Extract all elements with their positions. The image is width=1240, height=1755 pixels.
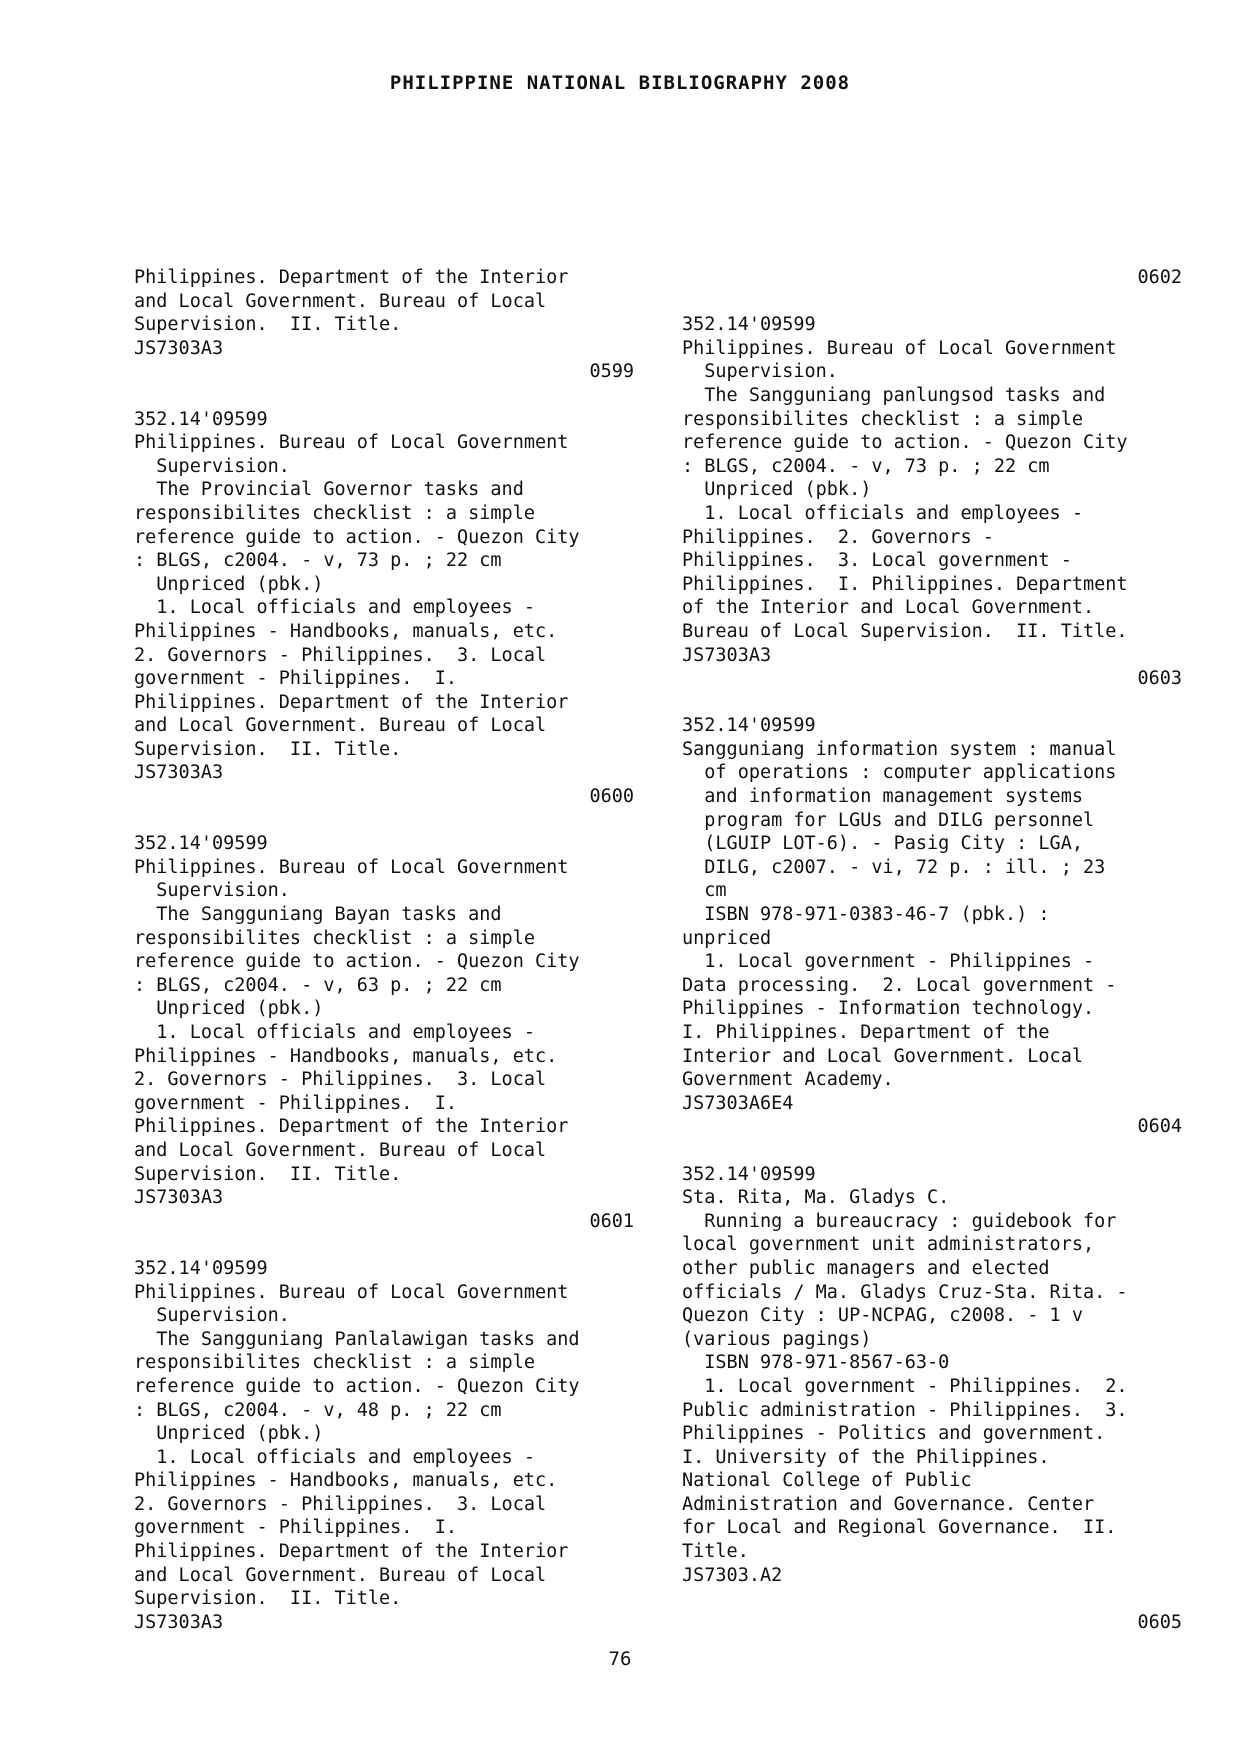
- entry-line: : BLGS, c2004. - v, 48 p. ; 22 cm: [134, 1399, 502, 1421]
- blank-line: [682, 691, 1182, 715]
- entry-line: 1. Local officials and employees -: [134, 1022, 535, 1043]
- entry-line: Government Academy.: [682, 1069, 894, 1091]
- entry-line: JS7303A3: [134, 762, 224, 784]
- entry-line: Running a bureaucracy : guidebook for: [682, 1210, 1117, 1232]
- entry-line: Philippines. I. Philippines. Department: [682, 573, 1128, 595]
- entry-line: cm: [682, 880, 727, 902]
- entry-line: unpriced: [682, 927, 772, 949]
- entry-line: JS7303A3: [134, 1187, 224, 1209]
- entry-line: government - Philippines. I.: [134, 1517, 458, 1539]
- entry-line: 352.14'09599: [134, 408, 268, 430]
- entry-line: Bureau of Local Supervision. II. Title.: [682, 620, 1128, 642]
- entry-line: Philippines. 2. Governors -: [682, 526, 994, 548]
- entry-line: Philippines. Bureau of Local Government: [134, 856, 569, 878]
- entry-line: The Sangguniang Panlalawigan tasks and: [134, 1328, 580, 1350]
- entry-line: Interior and Local Government. Local: [682, 1045, 1083, 1067]
- entry-line: Sta. Rita, Ma. Gladys C.: [682, 1187, 950, 1209]
- entry-line: of operations : computer applications: [682, 762, 1117, 784]
- entry-number: 0600: [589, 786, 634, 808]
- entry-line: 2. Governors - Philippines. 3. Local: [134, 644, 547, 666]
- entry-line: Supervision.: [682, 361, 838, 383]
- entry-line: and Local Government. Bureau of Local: [134, 1564, 547, 1586]
- entry-line: 2. Governors - Philippines. 3. Local: [134, 1069, 547, 1091]
- entry-line: responsibilites checklist : a simple: [134, 927, 535, 949]
- entry-line: local government unit administrators,: [682, 1234, 1095, 1256]
- entry-line: (various pagings): [682, 1328, 872, 1350]
- entry-line: Philippines. Department of the Interior: [134, 1116, 569, 1138]
- entry-line: 1. Local government - Philippines -: [682, 951, 1095, 973]
- entry-line: Supervision.: [134, 455, 290, 477]
- entry-line: responsibilites checklist : a simple: [682, 408, 1083, 430]
- entry-line: Supervision. II. Title.: [134, 314, 402, 336]
- blank-line: [134, 384, 634, 408]
- entry-line: I. University of the Philippines.: [682, 1446, 1050, 1468]
- entry-line: Sangguniang information system : manual: [682, 738, 1117, 760]
- page-number: 76: [608, 1648, 632, 1670]
- entry-line: and information management systems: [682, 786, 1083, 808]
- blank-line: [134, 1233, 634, 1257]
- entry-line: Philippines - Handbooks, manuals, etc.: [134, 1045, 558, 1067]
- entry-line: The Sangguniang panlungsod tasks and: [682, 384, 1106, 406]
- entry-line: Philippines. Bureau of Local Government: [134, 1281, 569, 1303]
- entry-line: 2. Governors - Philippines. 3. Local: [134, 1493, 547, 1515]
- entry-line: Philippines - Handbooks, manuals, etc.: [134, 1470, 558, 1492]
- entry-line: Philippines. Department of the Interior: [134, 691, 569, 713]
- entry-line: Supervision.: [134, 1305, 290, 1327]
- entry-line: 1. Local officials and employees -: [682, 502, 1083, 524]
- entry-line: government - Philippines. I.: [134, 1092, 458, 1114]
- entry-line: Philippines - Handbooks, manuals, etc.: [134, 620, 558, 642]
- entry-line: Unpriced (pbk.): [134, 1423, 324, 1445]
- entry-line: Supervision.: [134, 880, 290, 902]
- entry-line: and Local Government. Bureau of Local: [134, 290, 547, 312]
- entry-line: Supervision. II. Title.: [134, 1163, 402, 1185]
- entry-line: Supervision. II. Title.: [134, 738, 402, 760]
- page-header: PHILIPPINE NATIONAL BIBLIOGRAPHY 2008: [389, 72, 851, 94]
- entry-number: 0605: [1137, 1611, 1182, 1633]
- entry-number: 0603: [1137, 668, 1182, 690]
- entry-line: The Sangguniang Bayan tasks and: [134, 904, 502, 926]
- entry-line: and Local Government. Bureau of Local: [134, 715, 547, 737]
- entry-line: Philippines. Department of the Interior: [134, 267, 569, 288]
- entry-line: Administration and Governance. Center: [682, 1493, 1095, 1515]
- entry-line: DILG, c2007. - vi, 72 p. : ill. ; 23: [682, 856, 1106, 878]
- entry-number: 0601: [589, 1210, 634, 1232]
- entry-line: and Local Government. Bureau of Local: [134, 1139, 547, 1161]
- entry-number: 0599: [589, 361, 634, 383]
- entry-number: 0602: [1137, 267, 1182, 288]
- entry-line: officials / Ma. Gladys Cruz-Sta. Rita. -: [682, 1281, 1128, 1303]
- entry-line: 1. Local officials and employees -: [134, 597, 535, 619]
- entry-line: Philippines - Politics and government.: [682, 1423, 1106, 1445]
- blank-line: [134, 809, 634, 833]
- entry-number: 0604: [1137, 1116, 1182, 1138]
- entry-line: Philippines - Information technology.: [682, 998, 1095, 1020]
- entry-line: other public managers and elected: [682, 1257, 1050, 1279]
- entry-line: reference guide to action. - Quezon City: [134, 526, 580, 548]
- entry-line: Supervision. II. Title.: [134, 1588, 402, 1610]
- right-column: [682, 266, 1182, 1634]
- entry-line: reference guide to action. - Quezon City: [682, 432, 1128, 454]
- blank-line: [682, 1139, 1182, 1163]
- entry-line: Philippines. Bureau of Local Government: [682, 337, 1117, 359]
- entry-line: Unpriced (pbk.): [134, 573, 324, 595]
- entry-line: Data processing. 2. Local government -: [682, 974, 1117, 996]
- entry-line: The Provincial Governor tasks and: [134, 479, 524, 501]
- entry-line: ISBN 978-971-0383-46-7 (pbk.) :: [682, 904, 1050, 926]
- entry-line: ISBN 978-971-8567-63-0: [682, 1352, 950, 1374]
- entry-line: JS7303A3: [682, 644, 772, 666]
- entry-line: National College of Public: [682, 1470, 972, 1492]
- entry-line: : BLGS, c2004. - v, 63 p. ; 22 cm: [134, 974, 502, 996]
- entry-line: for Local and Regional Governance. II.: [682, 1517, 1117, 1539]
- entry-line: program for LGUs and DILG personnel: [682, 809, 1095, 831]
- entry-line: Philippines. 3. Local government -: [682, 550, 1072, 572]
- entry-line: JS7303A6E4: [682, 1092, 794, 1114]
- entry-line: Philippines. Department of the Interior: [134, 1541, 569, 1563]
- entry-line: reference guide to action. - Quezon City: [134, 951, 580, 973]
- entry-line: 352.14'09599: [682, 715, 816, 737]
- entry-line: JS7303A3: [134, 1611, 224, 1633]
- entry-line: : BLGS, c2004. - v, 73 p. ; 22 cm: [682, 455, 1050, 477]
- left-column: [134, 266, 634, 1634]
- entry-line: 352.14'09599: [682, 1163, 816, 1185]
- entry-line: 1. Local officials and employees -: [134, 1446, 535, 1468]
- entry-line: 352.14'09599: [682, 314, 816, 336]
- entry-line: Unpriced (pbk.): [134, 998, 324, 1020]
- entry-line: 1. Local government - Philippines. 2.: [682, 1375, 1128, 1397]
- entry-line: 352.14'09599: [134, 1257, 268, 1279]
- entry-line: of the Interior and Local Government.: [682, 597, 1095, 619]
- entry-line: : BLGS, c2004. - v, 73 p. ; 22 cm: [134, 550, 502, 572]
- entry-line: Title.: [682, 1541, 749, 1563]
- entry-line: Public administration - Philippines. 3.: [682, 1399, 1128, 1421]
- entry-line: Philippines. Bureau of Local Government: [134, 432, 569, 454]
- blank-line: [682, 290, 1182, 314]
- entry-line: I. Philippines. Department of the: [682, 1022, 1050, 1043]
- entry-line: JS7303A3: [134, 337, 224, 359]
- entry-line: JS7303.A2: [682, 1564, 783, 1586]
- entry-line: government - Philippines. I.: [134, 668, 458, 690]
- entry-line: Quezon City : UP-NCPAG, c2008. - 1 v: [682, 1305, 1083, 1327]
- entry-line: reference guide to action. - Quezon City: [134, 1375, 580, 1397]
- blank-line: [682, 1587, 1182, 1611]
- entry-line: responsibilites checklist : a simple: [134, 1352, 535, 1374]
- entry-line: (LGUIP LOT-6). - Pasig City : LGA,: [682, 833, 1083, 855]
- entry-line: responsibilites checklist : a simple: [134, 502, 535, 524]
- entry-line: Unpriced (pbk.): [682, 479, 872, 501]
- entry-line: 352.14'09599: [134, 833, 268, 855]
